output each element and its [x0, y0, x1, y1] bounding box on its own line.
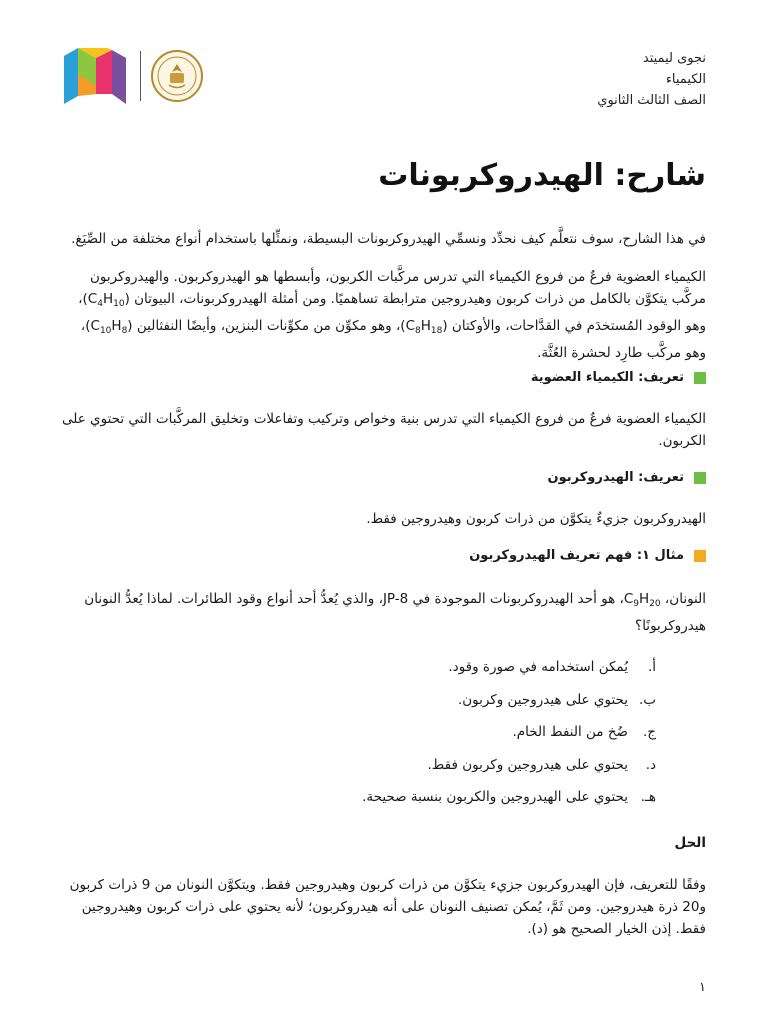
page-title: شارح: الهيدروكربونات: [378, 158, 706, 193]
nagwa-logo: [64, 48, 126, 104]
definition-body-hydrocarbon: الهيدروكربون جزيءٌ يتكوَّن من ذرات كربون وهيدروجين فقط.: [366, 511, 706, 527]
definition-heading-organic-chemistry: تعريف: الكيمياء العضوية: [531, 370, 706, 385]
option-b: ب. يحتوي على هيدروجين وكربون.: [457, 691, 656, 708]
logo-group: [64, 48, 203, 104]
intro-paragraph: في هذا الشارح، سوف نتعلَّم كيف نحدِّد ونسمِّي الهيدروكربونات البسيطة، ونمثِّلها باستخدام أنواع مختلفة من الصِّيَغ.: [71, 231, 706, 247]
answer-options: [362, 656, 656, 819]
solution-body: وفقًا للتعريف، فإن الهيدروكربون جزيء يتكوَّن من ذرات كربون وهيدروجين فقط. ويتكوَّن النونان من 9 ذرات كربون و20 ذرة هيدروجين. ومن ثَمَّ، يُمكن تصنيف النونان على أنه هيدروكربون؛ لأنه يحتوي على ذرات كربون وهيدروجين فقط. إذن الخيار الصحيح هو (د).: [69, 877, 706, 937]
option-e: هـ. يحتوي على الهيدروجين والكربون بنسبة صحيحة.: [362, 789, 656, 805]
hydrocarbon-overview-paragraph: الكيمياء العضوية فرعٌ من فروع الكيمياء التي تدرس مركَّبات الكربون، وأبسطها هو الهيدروكربون. والهيدروكربون مركَّب يتكوَّن بالكامل من ذرات كربون وهيدروجين مترابطة تساهميًا. ومن أمثلة الهيدروكربونات، البيوتان $(C_4H_{10})،$ وهو الوقود المُستخدَم في القدَّاحات، والأوكتان $(C_8H_{18})،$ وهو مكوِّن من مكوِّنات البنزين، وأيضًا النفثالين $(C_{10}H_8)،$ وهو مركَّب طارِد لحشرة العُثَّة.: [78, 269, 706, 361]
option-d: د. يحتوي على هيدروجين وكربون فقط.: [427, 756, 656, 773]
definition-body-organic-chemistry: الكيمياء العضوية فرعٌ من فروع الكيمياء التي تدرس بنية وخواص وتركيب وتفاعلات وتخليق المركَّبات التي تحتوي على الكربون.: [61, 411, 706, 449]
solution-heading: الحل: [674, 835, 706, 851]
subject-name: الكيمياء: [665, 72, 706, 87]
green-square-icon: [694, 372, 706, 384]
option-a: أ. يُمكن استخدامه في صورة وقود.: [448, 659, 656, 675]
logo-divider: [140, 51, 141, 101]
header-info: [597, 48, 706, 111]
orange-square-icon: [694, 550, 706, 562]
grade-level: الصف الثالث الثانوي: [597, 93, 706, 108]
green-square-icon: [694, 472, 706, 484]
definition-heading-hydrocarbon: تعريف: الهيدروكربون: [548, 470, 706, 485]
ministry-seal-icon: [151, 50, 203, 102]
page-number: ١: [699, 980, 706, 995]
example-question: النونان، $C_9H_{20}،$ هو أحد الهيدروكربونات الموجودة في JP-8، والذي يُعدُّ أحد أنواع وقود الطائرات. لماذا يُعدُّ النونان هيدروكربونًا؟: [84, 591, 706, 634]
publisher-name: نجوى ليميتد: [642, 51, 706, 66]
option-c: ج. ضُخ من النفط الخام.: [512, 724, 656, 740]
example-heading: مثال ١: فهم تعريف الهيدروكربون: [469, 548, 706, 563]
